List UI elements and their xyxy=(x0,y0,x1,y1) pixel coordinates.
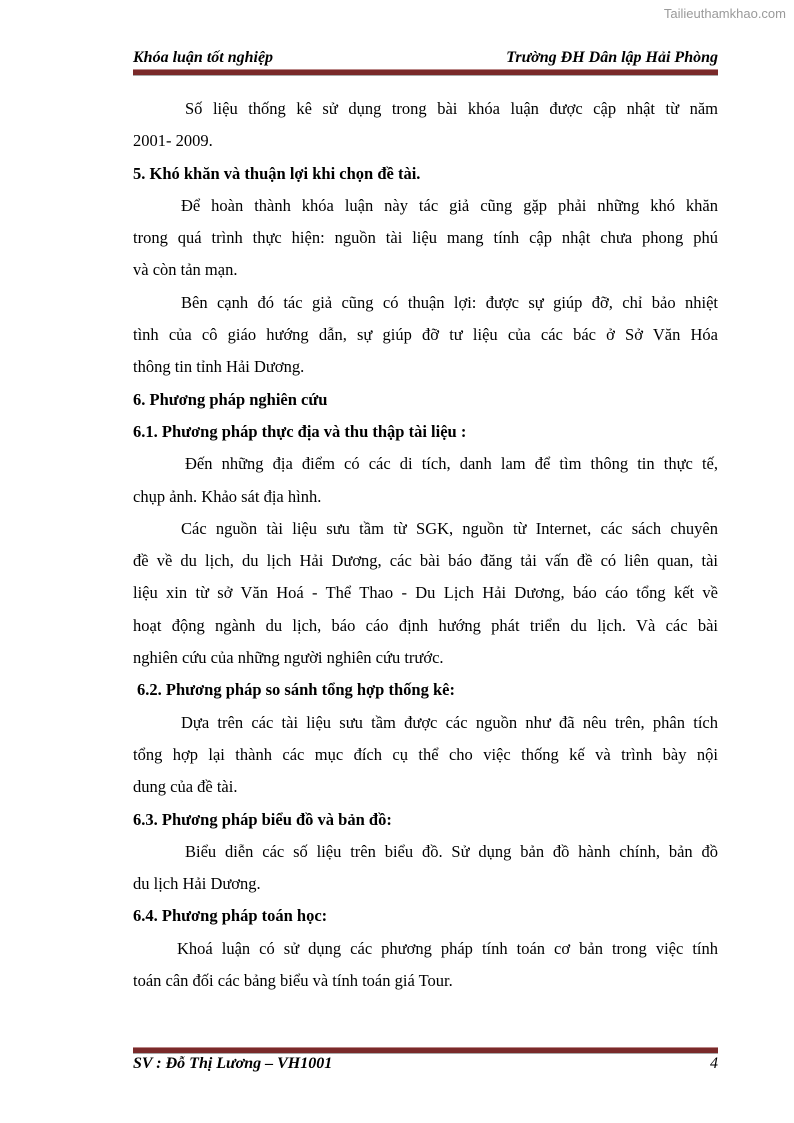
text-line: Đến những địa điểm có các di tích, danh lam để tìm thông tin thực tế, xyxy=(185,454,718,474)
section-heading: 6.1. Phương pháp thực địa và thu thập tài liệu : xyxy=(133,421,467,441)
text-line: nghiên cứu của những người nghiên cứu trước. xyxy=(133,648,444,668)
text-line: Bên cạnh đó tác giả cũng có thuận lợi: được sự giúp đỡ, chỉ bảo nhiệt xyxy=(181,292,718,312)
text-line: Biểu diễn các số liệu trên biểu đồ. Sử dụng bản đồ hành chính, bản đồ xyxy=(185,841,718,861)
section-heading: 6.4. Phương pháp toán học: xyxy=(133,906,328,926)
footer-rule xyxy=(133,1047,718,1054)
text-line: Để hoàn thành khóa luận này tác giả cũng gặp phải những khó khăn xyxy=(181,195,718,215)
text-line: trong quá trình thực hiện: nguồn tài liệu mang tính cập nhật chưa phong phú xyxy=(133,228,718,248)
page-footer xyxy=(133,1055,718,1073)
text-line: tình của cô giáo hướng dẫn, sự giúp đỡ tư liệu của các bác ở Sở Văn Hóa xyxy=(133,325,718,345)
text-line: Dựa trên các tài liệu sưu tầm được các nguồn như đã nêu trên, phân tích xyxy=(181,712,718,732)
text-line: du lịch Hải Dương. xyxy=(133,874,261,894)
text-line: đề về du lịch, du lịch Hải Dương, các bài báo đăng tải vấn đề có liên quan, tài xyxy=(133,551,718,571)
text-line: dung của đề tài. xyxy=(133,777,238,797)
footer-author: SV : Đỗ Thị Lương – VH1001 xyxy=(133,1055,333,1072)
header-rule xyxy=(133,69,718,76)
text-line: toán cân đối các bảng biểu và tính toán giá Tour. xyxy=(133,971,453,991)
header-right: Trường ĐH Dân lập Hải Phòng xyxy=(506,49,718,66)
header-left: Khóa luận tốt nghiệp xyxy=(133,49,274,66)
text-line: 2001- 2009. xyxy=(133,131,213,151)
text-line: tổng hợp lại thành các mục đích cụ thể cho việc thống kế và trình bày nội xyxy=(133,744,718,764)
section-heading: 5. Khó khăn và thuận lợi khi chọn đề tài. xyxy=(133,163,421,183)
text-line: và còn tản mạn. xyxy=(133,260,238,280)
page-number: 4 xyxy=(710,1055,718,1072)
text-line: Các nguồn tài liệu sưu tầm từ SGK, nguồn từ Internet, các sách chuyên xyxy=(181,518,718,538)
watermark: Tailieuthamkhao.com xyxy=(663,6,786,21)
text-line: Khoá luận có sử dụng các phương pháp tính toán cơ bản trong việc tính xyxy=(177,938,718,958)
document-body xyxy=(133,93,718,997)
section-heading: 6.2. Phương pháp so sánh tổng hợp thống kê: xyxy=(137,680,455,700)
page-header xyxy=(133,49,718,67)
text-line: chụp ảnh. Khảo sát địa hình. xyxy=(133,486,322,506)
text-line: hoạt động ngành du lịch, báo cáo định hướng phát triển du lịch. Và các bài xyxy=(133,615,718,635)
section-heading: 6.3. Phương pháp biểu đồ và bản đồ: xyxy=(133,809,392,829)
text-line: thông tin tỉnh Hải Dương. xyxy=(133,357,305,377)
section-heading: 6. Phương pháp nghiên cứu xyxy=(133,389,328,409)
text-line: liệu xin từ sở Văn Hoá - Thể Thao - Du Lịch Hải Dương, báo cáo tổng kết về xyxy=(133,583,718,603)
text-line: Số liệu thống kê sử dụng trong bài khóa luận được cập nhật từ năm xyxy=(185,99,718,118)
